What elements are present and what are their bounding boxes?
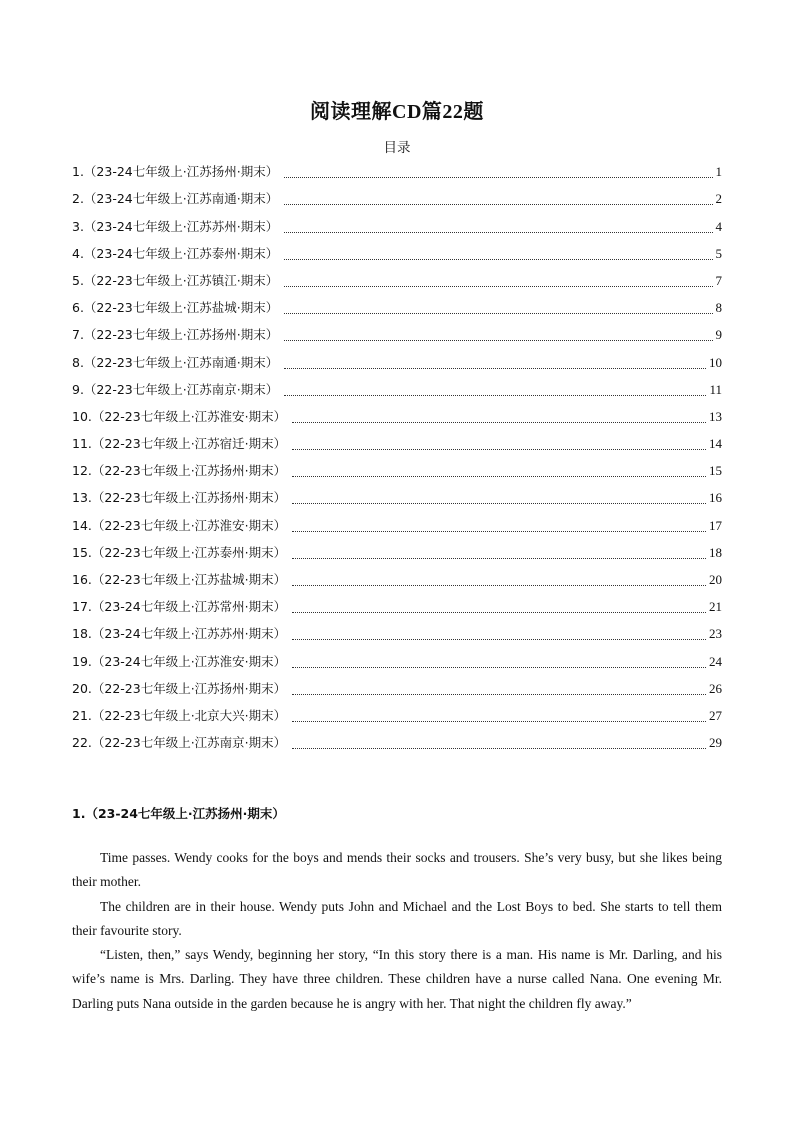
toc-entry-label: 22.（22-23七年级上·江苏南京·期末） [72,735,287,751]
toc-entry-label: 15.（22-23七年级上·江苏泰州·期末） [72,544,287,560]
toc-entry-page-number: 13 [709,408,722,424]
toc-entry[interactable] [72,348,722,375]
toc-entry-label: 10.（22-23七年级上·江苏淮安·期末） [72,408,287,424]
passage-paragraph: “Listen, then,” says Wendy, beginning her story, “In this story there is a man. His name is Mr. Darling, and his wife’s name is Mrs. Darling. They have three children. These children have a nurse called Nana. One evening Mr. Darling puts Nana outside in the garden because he is angry with her. That night the children fly away.” [72,947,722,1011]
toc-entry-label: 8.（22-23七年级上·江苏南通·期末） [72,354,279,370]
toc-leader-dots [284,232,712,233]
toc-leader-dots [284,313,712,314]
table-of-contents [72,158,722,756]
toc-entry[interactable] [72,212,722,239]
toc-leader-dots [284,177,712,178]
toc-entry-page-number: 21 [709,599,722,615]
toc-entry[interactable] [72,240,722,267]
toc-entry-page-number: 15 [709,463,722,479]
toc-leader-dots [292,639,706,640]
toc-entry-label: 13.（22-23七年级上·江苏扬州·期末） [72,490,287,506]
toc-leader-dots [292,612,706,613]
toc-entry[interactable] [72,158,722,185]
toc-entry-page-number: 8 [715,300,722,316]
toc-entry[interactable] [72,430,722,457]
toc-entry-page-number: 4 [715,218,722,234]
toc-entry[interactable] [72,511,722,538]
toc-entry[interactable] [72,539,722,566]
toc-entry[interactable] [72,647,722,674]
section-heading: 1.（23-24七年级上·江苏扬州·期末） [72,806,285,821]
toc-leader-dots [284,286,712,287]
toc-entry-page-number: 14 [709,436,722,452]
reading-passage [72,846,722,1016]
toc-leader-dots [284,259,712,260]
toc-leader-dots [292,476,706,477]
toc-entry-page-number: 23 [709,626,722,642]
toc-entry-page-number: 29 [709,735,722,751]
toc-entry-page-number: 1 [715,164,722,180]
toc-entry-page-number: 9 [715,327,722,343]
toc-entry-label: 1.（23-24七年级上·江苏扬州·期末） [72,164,279,180]
toc-leader-dots [284,395,706,396]
toc-entry-page-number: 17 [709,517,722,533]
toc-entry[interactable] [72,620,722,647]
toc-entry-label: 4.（23-24七年级上·江苏泰州·期末） [72,245,279,261]
toc-entry[interactable] [72,484,722,511]
toc-leader-dots [292,503,706,504]
toc-entry[interactable] [72,566,722,593]
toc-entry-label: 14.（22-23七年级上·江苏淮安·期末） [72,517,287,533]
toc-leader-dots [292,531,706,532]
toc-leader-dots [292,694,706,695]
toc-entry-label: 12.（22-23七年级上·江苏扬州·期末） [72,463,287,479]
toc-entry[interactable] [72,457,722,484]
toc-entry-page-number: 5 [715,245,722,261]
toc-leader-dots [292,585,706,586]
toc-entry-page-number: 10 [709,354,722,370]
toc-entry-label: 9.（22-23七年级上·江苏南京·期末） [72,381,279,397]
toc-entry-page-number: 2 [715,191,722,207]
toc-entry[interactable] [72,294,722,321]
toc-entry-page-number: 7 [715,272,722,288]
toc-entry[interactable] [72,376,722,403]
passage-paragraph: The children are in their house. Wendy puts John and Michael and the Lost Boys to bed. She starts to tell them their favourite story. [72,898,722,938]
toc-entry-page-number: 26 [709,680,722,696]
toc-entry-label: 2.（23-24七年级上·江苏南通·期末） [72,191,279,207]
toc-entry-label: 21.（22-23七年级上·北京大兴·期末） [72,707,287,723]
toc-entry[interactable] [72,702,722,729]
document-title: 阅读理解CD篇22题 [310,101,484,123]
toc-entry-label: 16.（22-23七年级上·江苏盐城·期末） [72,572,287,587]
toc-leader-dots [292,422,706,423]
toc-leader-dots [284,368,706,369]
toc-entry-label: 3.（23-24七年级上·江苏苏州·期末） [72,218,279,234]
toc-leader-dots [292,667,706,668]
toc-entry[interactable] [72,729,722,756]
toc-leader-dots [292,721,706,722]
toc-entry-label: 7.（22-23七年级上·江苏扬州·期末） [72,327,279,343]
toc-entry-page-number: 27 [709,707,722,723]
toc-leader-dots [292,449,706,450]
toc-entry-page-number: 16 [709,490,722,506]
toc-entry-label: 5.（22-23七年级上·江苏镇江·期末） [72,272,279,288]
toc-entry-label: 18.（23-24七年级上·江苏苏州·期末） [72,626,287,642]
toc-entry-page-number: 24 [709,653,722,669]
toc-entry-label: 11.（22-23七年级上·江苏宿迁·期末） [72,436,287,452]
toc-entry-label: 17.（23-24七年级上·江苏常州·期末） [72,599,287,615]
toc-entry-label: 20.（22-23七年级上·江苏扬州·期末） [72,680,287,696]
toc-leader-dots [284,340,712,341]
toc-entry[interactable] [72,593,722,620]
toc-leader-dots [284,204,712,205]
toc-entry-page-number: 11 [709,381,722,397]
toc-leader-dots [292,558,706,559]
toc-entry[interactable] [72,403,722,430]
toc-entry-label: 19.（23-24七年级上·江苏淮安·期末） [72,653,287,669]
toc-entry-page-number: 20 [709,572,722,587]
toc-heading: 目录 [383,140,411,156]
toc-leader-dots [292,748,706,749]
toc-entry-label: 6.（22-23七年级上·江苏盐城·期末） [72,300,279,316]
toc-entry[interactable] [72,267,722,294]
passage-paragraph: Time passes. Wendy cooks for the boys and mends their socks and trousers. She’s very busy, but she likes being their mother. [72,850,722,890]
toc-entry[interactable] [72,321,722,348]
toc-entry[interactable] [72,185,722,212]
toc-entry-page-number: 18 [709,544,722,560]
toc-entry[interactable] [72,675,722,702]
